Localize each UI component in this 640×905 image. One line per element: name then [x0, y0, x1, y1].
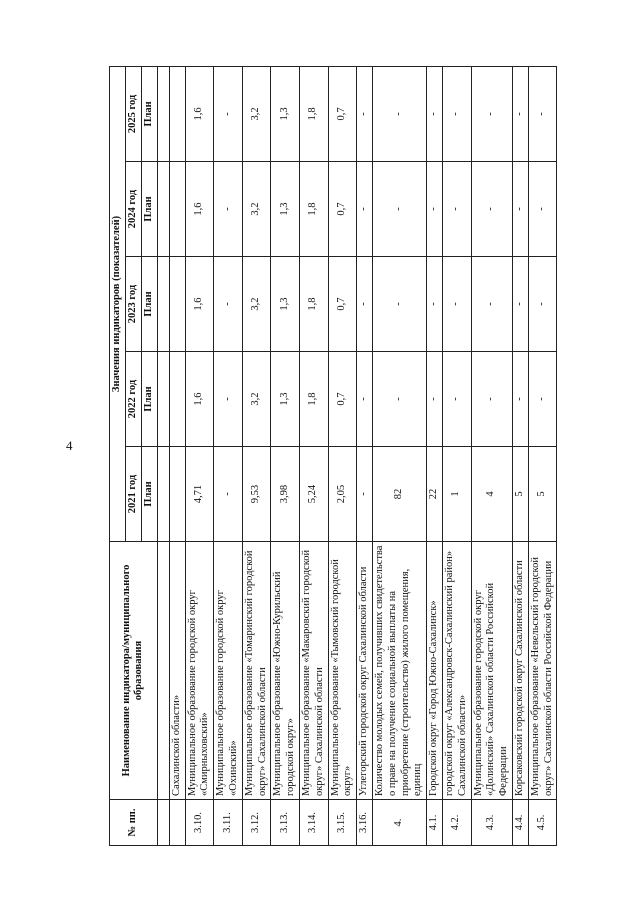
value-cell: 1,6	[185, 352, 214, 447]
row-number-cell: 3.11.	[214, 800, 243, 846]
col-header-plan: План	[142, 352, 158, 447]
row-number-cell: 4.5.	[528, 800, 557, 846]
value-cell: -	[427, 257, 443, 352]
table-row	[528, 66, 557, 845]
value-cell: -	[512, 66, 528, 161]
table-row	[372, 66, 426, 845]
col-header-year: 2025 год	[126, 66, 142, 161]
table-row	[185, 66, 214, 845]
value-cell: -	[357, 66, 373, 161]
value-cell: 0,7	[328, 257, 357, 352]
table-row	[512, 66, 528, 845]
row-number-cell: 4.2.	[442, 800, 471, 846]
value-cell: 1,8	[299, 66, 328, 161]
row-number-cell: 4.	[372, 800, 426, 846]
row-name-cell: Муниципальное образование городской округ «Смирныховский»	[185, 542, 214, 800]
col-header-values-group: Значения индикаторов (показателей)	[110, 66, 126, 541]
value-cell: -	[427, 352, 443, 447]
row-name-cell: городской округ «Александровск-Сахалинский район» Сахалинской области»	[442, 542, 471, 800]
value-cell: 1,8	[299, 162, 328, 257]
table-row	[169, 66, 185, 845]
value-cell: -	[471, 352, 512, 447]
value-cell: 3,2	[242, 162, 271, 257]
row-name-cell: Корсаковский городской округ Сахалинской области	[512, 542, 528, 800]
continuation-cell: Сахалинской области»	[169, 542, 185, 800]
value-cell: -	[427, 66, 443, 161]
row-number-cell: 3.12.	[242, 800, 271, 846]
row-name-cell: Городской округ «Город Южно-Сахалинск»	[427, 542, 443, 800]
value-cell: -	[214, 257, 243, 352]
value-cell: -	[372, 257, 426, 352]
value-cell: 5	[528, 447, 557, 542]
value-cell: -	[357, 257, 373, 352]
value-cell: -	[357, 352, 373, 447]
value-cell: 4,71	[185, 447, 214, 542]
value-cell: 9,53	[242, 447, 271, 542]
value-cell: -	[372, 162, 426, 257]
table-row	[299, 66, 328, 845]
value-cell: -	[357, 447, 373, 542]
value-cell: -	[528, 352, 557, 447]
value-cell: 1,3	[271, 162, 300, 257]
value-cell: 5	[512, 447, 528, 542]
value-cell: 2,05	[328, 447, 357, 542]
row-name-cell: Муниципальное образование городской округ «Долинский» Сахалинской области Российской Федерации	[471, 542, 512, 800]
value-cell	[169, 447, 185, 542]
value-cell: -	[214, 352, 243, 447]
value-cell: -	[528, 257, 557, 352]
value-cell: 22	[427, 447, 443, 542]
row-number-cell: 4.1.	[427, 800, 443, 846]
table-row	[328, 66, 357, 845]
value-cell: 3,98	[271, 447, 300, 542]
col-header-number: № пп.	[110, 800, 158, 846]
value-cell: 3,2	[242, 352, 271, 447]
value-cell: -	[372, 352, 426, 447]
blank-cell	[157, 800, 169, 846]
blank-cell	[157, 257, 169, 352]
row-number-cell	[169, 800, 185, 846]
row-name-cell: Муниципальное образование городской округ «Охинский»	[214, 542, 243, 800]
value-cell: 3,2	[242, 66, 271, 161]
row-name-cell: Количество молодых семей, получивших свидетельства о праве на получение социальной выплаты на приобретение (строительство) жилого помещения, единиц	[372, 542, 426, 800]
indicator-table	[109, 66, 557, 846]
value-cell: 0,7	[328, 162, 357, 257]
value-cell: 1,3	[271, 352, 300, 447]
value-cell: 1	[442, 447, 471, 542]
value-cell: 1,8	[299, 257, 328, 352]
col-header-year: 2023 год	[126, 257, 142, 352]
row-number-cell: 3.13.	[271, 800, 300, 846]
value-cell: -	[471, 66, 512, 161]
value-cell	[169, 162, 185, 257]
value-cell: 4	[471, 447, 512, 542]
value-cell: -	[214, 162, 243, 257]
blank-cell	[157, 352, 169, 447]
value-cell	[169, 257, 185, 352]
row-number-cell: 4.3.	[471, 800, 512, 846]
row-number-cell: 3.10.	[185, 800, 214, 846]
row-number-cell: 3.16.	[357, 800, 373, 846]
col-header-year: 2021 год	[126, 447, 142, 542]
value-cell: 1,6	[185, 66, 214, 161]
table-row	[442, 66, 471, 845]
value-cell: -	[214, 447, 243, 542]
blank-cell	[157, 542, 169, 800]
value-cell: -	[512, 257, 528, 352]
value-cell: 0,7	[328, 66, 357, 161]
table-row	[214, 66, 243, 845]
blank-cell	[157, 447, 169, 542]
row-name-cell: Муниципальное образование «Тымовский городской округ»	[328, 542, 357, 800]
value-cell: -	[442, 257, 471, 352]
table-row	[271, 66, 300, 845]
table-row	[357, 66, 373, 845]
indicator-table-frame	[109, 67, 554, 846]
col-header-plan: План	[142, 162, 158, 257]
blank-cell	[157, 66, 169, 161]
row-name-cell: Муниципальное образование «Южно-Курильский городской округ»	[271, 542, 300, 800]
value-cell: -	[471, 162, 512, 257]
value-cell: 3,2	[242, 257, 271, 352]
table-row	[427, 66, 443, 845]
value-cell	[169, 66, 185, 161]
value-cell	[169, 352, 185, 447]
row-number-cell: 3.14.	[299, 800, 328, 846]
col-header-plan: План	[142, 257, 158, 352]
row-name-cell: Углегорский городской округ Сахалинской области	[357, 542, 373, 800]
value-cell: 5,24	[299, 447, 328, 542]
row-number-cell: 4.4.	[512, 800, 528, 846]
value-cell: 82	[372, 447, 426, 542]
table-row	[471, 66, 512, 845]
value-cell: -	[427, 162, 443, 257]
value-cell: 0,7	[328, 352, 357, 447]
value-cell: -	[528, 162, 557, 257]
value-cell: 1,3	[271, 66, 300, 161]
value-cell: -	[471, 257, 512, 352]
value-cell: 1,6	[185, 257, 214, 352]
table-row	[242, 66, 271, 845]
value-cell: -	[512, 352, 528, 447]
value-cell: -	[442, 352, 471, 447]
value-cell: -	[528, 66, 557, 161]
col-header-plan: План	[142, 66, 158, 161]
row-name-cell: Муниципальное образование «Макаровский городской округ» Сахалинской области	[299, 542, 328, 800]
row-name-cell: Муниципальное образование «Томаринский городской округ» Сахалинской области	[242, 542, 271, 800]
value-cell: -	[372, 66, 426, 161]
value-cell: -	[357, 162, 373, 257]
row-number-cell: 3.15.	[328, 800, 357, 846]
col-header-name: Наименование индикатора/муниципального образования	[110, 542, 158, 800]
col-header-plan: План	[142, 447, 158, 542]
col-header-year: 2024 год	[126, 162, 142, 257]
rotated-table-container	[109, 67, 554, 846]
row-name-cell: Муниципальное образование «Невельский городской округ» Сахалинской области Российской Федерации	[528, 542, 557, 800]
page-number: 4	[66, 438, 73, 453]
value-cell: -	[214, 66, 243, 161]
col-header-year: 2022 год	[126, 352, 142, 447]
value-cell: -	[512, 162, 528, 257]
value-cell: 1,3	[271, 257, 300, 352]
value-cell: 1,6	[185, 162, 214, 257]
value-cell: -	[442, 66, 471, 161]
value-cell: 1,8	[299, 352, 328, 447]
value-cell: -	[442, 162, 471, 257]
blank-cell	[157, 162, 169, 257]
